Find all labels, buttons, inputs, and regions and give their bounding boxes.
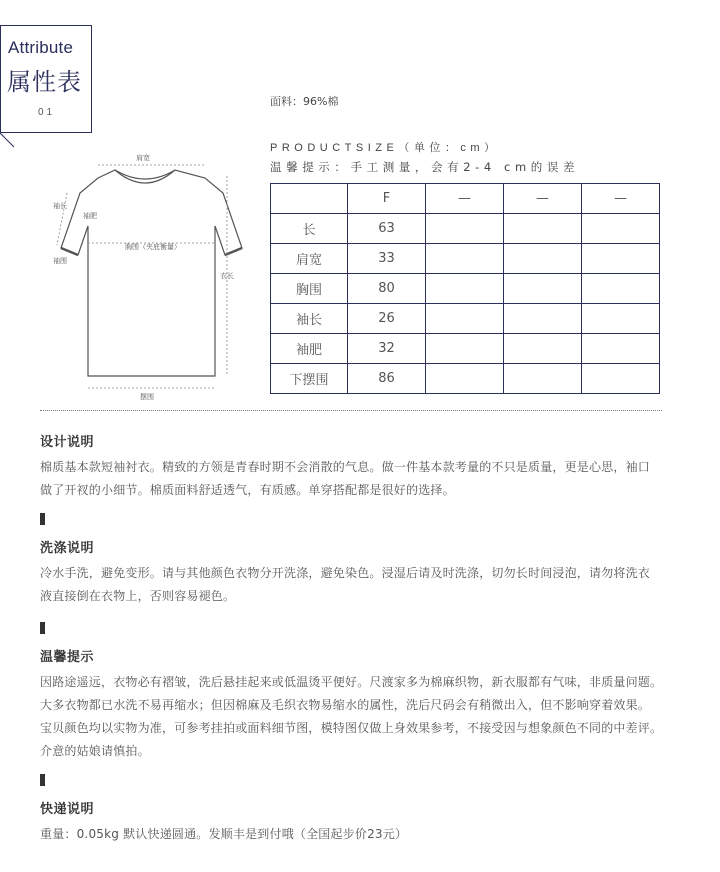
- size-cell: [582, 244, 660, 274]
- size-header-cell: F: [348, 184, 426, 214]
- badge-tail: [0, 130, 95, 150]
- size-cell: 63: [348, 214, 426, 244]
- section-line: 宝贝颜色均以实物为准，可参考挂拍或面料细节图，模特图仅做上身效果参考，不接受因与想象颜色不同的中差评。: [40, 721, 663, 735]
- diagram-hem-label: 摆围: [140, 393, 154, 401]
- measurement-note: 温馨提示：手工测量，会有2-4 cm的误差: [270, 160, 580, 174]
- size-cell: [582, 214, 660, 244]
- section-title: 洗涤说明: [40, 541, 95, 556]
- section-line: 因路途遥远，衣物必有褶皱，洗后悬挂起来或低温烫平便好。尺渡家多为棉麻织物，新衣服都有气味，非质量问题。: [40, 675, 663, 689]
- size-cell: [426, 214, 504, 244]
- size-row: [271, 214, 660, 244]
- garment-diagram: [45, 148, 245, 403]
- size-cell: 33: [348, 244, 426, 274]
- attribute-title-cn: 属性表: [7, 68, 82, 96]
- section-marker: [40, 622, 45, 634]
- section-title: 快递说明: [40, 802, 95, 817]
- product-size-title: PRODUCTSIZE（单位：cm）: [270, 142, 500, 154]
- tshirt-outline: [61, 170, 242, 376]
- fabric-label: 面料：96%棉: [270, 95, 339, 108]
- section-line: 大多衣物都已水洗不易再缩水；但因棉麻及毛织衣物易缩水的属性，洗后尺码会有稍微出入，但不影响穿着效果。: [40, 698, 651, 712]
- size-cell: [426, 244, 504, 274]
- size-cell: [504, 334, 582, 364]
- washing-section: [40, 513, 680, 608]
- size-row: [271, 274, 660, 304]
- size-cell: [426, 364, 504, 394]
- size-cell: [504, 214, 582, 244]
- diagram-sleeve-width-label: 袖肥: [83, 212, 97, 220]
- size-cell: [426, 274, 504, 304]
- section-line: 做了开衩的小细节。棉质面料舒适透气，有质感。单穿搭配都是很好的选择。: [40, 483, 455, 497]
- delivery-section: [40, 774, 680, 846]
- size-row: [271, 304, 660, 334]
- diagram-sleeve-length-label: 袖长: [53, 202, 67, 210]
- size-cell: 32: [348, 334, 426, 364]
- section-line: 液直接倒在衣物上，否则容易褪色。: [40, 589, 236, 603]
- size-cell: [582, 364, 660, 394]
- section-marker: [40, 513, 45, 525]
- size-row-label: 下摆围: [271, 364, 348, 394]
- size-cell: [504, 274, 582, 304]
- size-row-label: 胸围: [271, 274, 348, 304]
- size-header-cell: —: [582, 184, 660, 214]
- section-line: 重量：0.05kg 默认快递圆通。发顺丰是到付哦（全国起步价23元）: [40, 827, 408, 841]
- size-cell: [504, 244, 582, 274]
- size-cell: 26: [348, 304, 426, 334]
- section-line: 介意的姑娘请慎拍。: [40, 744, 150, 758]
- size-row-label: 肩宽: [271, 244, 348, 274]
- section-line: 棉质基本款短袖衬衣。精致的方领是青春时期不会消散的气息。做一件基本款考量的不只是质量，更是心思，袖口: [40, 460, 651, 474]
- diagram-chest-label: 胸围（夹底衡量）: [125, 243, 181, 251]
- size-row-label: 袖肥: [271, 334, 348, 364]
- tips-section: [40, 622, 680, 763]
- section-divider: [40, 410, 662, 411]
- size-cell: [426, 304, 504, 334]
- size-table: [270, 183, 660, 394]
- size-cell: [582, 334, 660, 364]
- attribute-number: 01: [38, 107, 56, 118]
- attribute-title-en: Attribute: [8, 38, 74, 57]
- size-cell: [504, 304, 582, 334]
- size-row: [271, 244, 660, 274]
- section-marker: [40, 774, 45, 786]
- section-line: 冷水手洗，避免变形。请与其他颜色衣物分开洗涤，避免染色。浸湿后请及时洗涤，切勿长时间浸泡，请勿将洗衣: [40, 566, 651, 580]
- size-header-row: [271, 184, 660, 214]
- size-cell: [504, 364, 582, 394]
- size-header-cell: [271, 184, 348, 214]
- size-header-cell: —: [426, 184, 504, 214]
- diagram-shoulder-label: 肩宽: [136, 154, 150, 162]
- size-cell: [582, 304, 660, 334]
- size-cell: [426, 334, 504, 364]
- size-cell: 86: [348, 364, 426, 394]
- size-header-cell: —: [504, 184, 582, 214]
- size-cell: 80: [348, 274, 426, 304]
- size-cell: [582, 274, 660, 304]
- section-title: 温馨提示: [40, 650, 95, 665]
- size-row: [271, 334, 660, 364]
- size-row: [271, 364, 660, 394]
- size-row-label: 长: [271, 214, 348, 244]
- design-notes-section: [40, 431, 680, 502]
- section-title: 设计说明: [40, 435, 95, 450]
- size-row-label: 袖长: [271, 304, 348, 334]
- diagram-cuff-label: 袖围: [53, 257, 67, 265]
- diagram-length-label: 衣长: [220, 272, 234, 280]
